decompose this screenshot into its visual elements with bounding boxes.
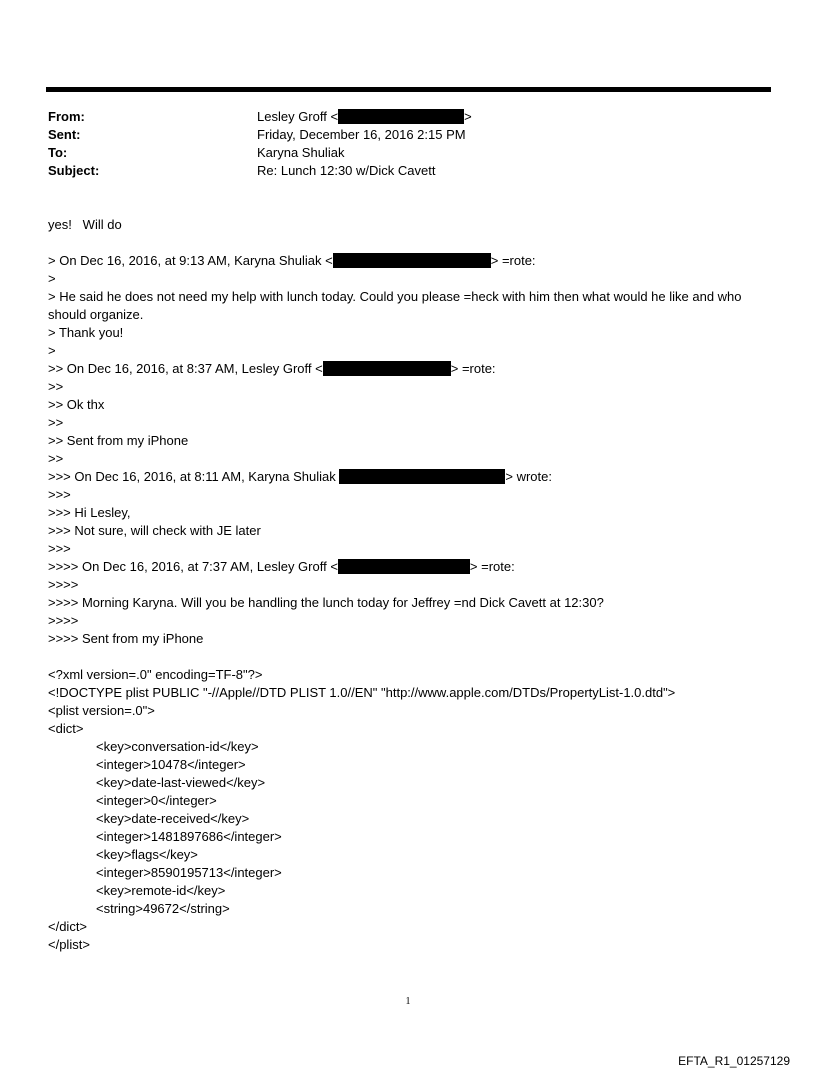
xml-line: </plist> [48,937,90,952]
xml-line: <integer>1481897686</integer> [96,829,282,844]
redaction-box [333,253,491,268]
quote-line: >>> Not sure, will check with JE later [48,523,261,538]
redaction-box [323,361,451,376]
from-label: From: [48,109,85,124]
xml-line: <key>conversation-id</key> [96,739,259,754]
quote-header-text: >>>> On Dec 16, 2016, at 7:37 AM, Lesley Groff < [48,559,338,574]
xml-line: </dict> [48,919,88,934]
xml-line: <plist version=.0"> [48,703,155,718]
subject-value: Re: Lunch 12:30 w/Dick Cavett [257,163,436,178]
xml-line: <key>date-received</key> [96,811,250,826]
quote-line: >> [48,451,64,466]
xml-line: <?xml version=.0" encoding=TF-8"?> [48,667,263,682]
quote-header-suffix: > =rote: [450,361,496,376]
quote-header-2 [48,360,768,378]
quote-header-1 [48,252,768,270]
xml-line: <integer>0</integer> [96,793,217,808]
from-value [257,108,472,126]
quote-line: > Thank you! [48,325,124,340]
xml-line: <key>date-last-viewed</key> [96,775,266,790]
xml-line: <key>flags</key> [96,847,198,862]
xml-line: <key>remote-id</key> [96,883,226,898]
from-close: > [464,109,472,124]
sent-value: Friday, December 16, 2016 2:15 PM [257,127,466,142]
quote-line: >>>> Morning Karyna. Will you be handling the lunch today for Jeffrey =nd Dick Cavett at 12:30? [48,595,604,610]
quote-header-text: >>> On Dec 16, 2016, at 8:11 AM, Karyna Shuliak [48,469,340,484]
sent-label: Sent: [48,127,81,142]
quote-line: >> Ok thx [48,397,105,412]
subject-label: Subject: [48,163,100,178]
quote-line: >>> Hi Lesley, [48,505,131,520]
spacer [48,648,768,666]
xml-line: <dict> [48,721,84,736]
xml-line: <string>49672</string> [96,901,230,916]
quote-header-4 [48,558,768,576]
quote-line: >>>> [48,577,79,592]
quote-line: >>>> Sent from my iPhone [48,631,204,646]
quote-line: > He said he does not need my help with lunch today. Could you please =heck with him then what would he like and who should organize. [48,289,742,322]
email-body [48,216,768,954]
quote-header-3 [48,468,768,486]
quote-line: >> [48,415,64,430]
quote-line: >> [48,379,64,394]
xml-line: <integer>10478</integer> [96,757,246,772]
xml-line: <!DOCTYPE plist PUBLIC "-//Apple//DTD PLIST 1.0//EN" "http://www.apple.com/DTDs/PropertyList-1.0.dtd"> [48,685,676,700]
document-id: EFTA_R1_01257129 [678,1054,790,1068]
quote-header-suffix: > wrote: [505,469,552,484]
to-label: To: [48,145,68,160]
redaction-box [338,109,464,124]
reply-line: yes! Will do [48,217,122,232]
to-value: Karyna Shuliak [257,145,345,160]
quote-header-suffix: > =rote: [469,559,515,574]
quote-line: >> Sent from my iPhone [48,433,189,448]
plist-block [48,666,768,954]
quote-header-suffix: > =rote: [490,253,536,268]
quote-line: > [48,343,56,358]
redaction-box [339,469,505,484]
quote-line: >>>> [48,613,79,628]
quote-line: >>> [48,541,71,556]
header-rule [46,87,771,92]
page-number: 1 [405,996,411,1007]
quote-line: > [48,271,56,286]
spacer [48,234,768,252]
quote-line: >>> [48,487,71,502]
quote-header-text: >> On Dec 16, 2016, at 8:37 AM, Lesley Groff < [48,361,323,376]
from-name: Lesley Groff < [257,109,339,124]
quote-header-text: > On Dec 16, 2016, at 9:13 AM, Karyna Shuliak < [48,253,333,268]
redaction-box [338,559,470,574]
xml-line: <integer>8590195713</integer> [96,865,282,880]
